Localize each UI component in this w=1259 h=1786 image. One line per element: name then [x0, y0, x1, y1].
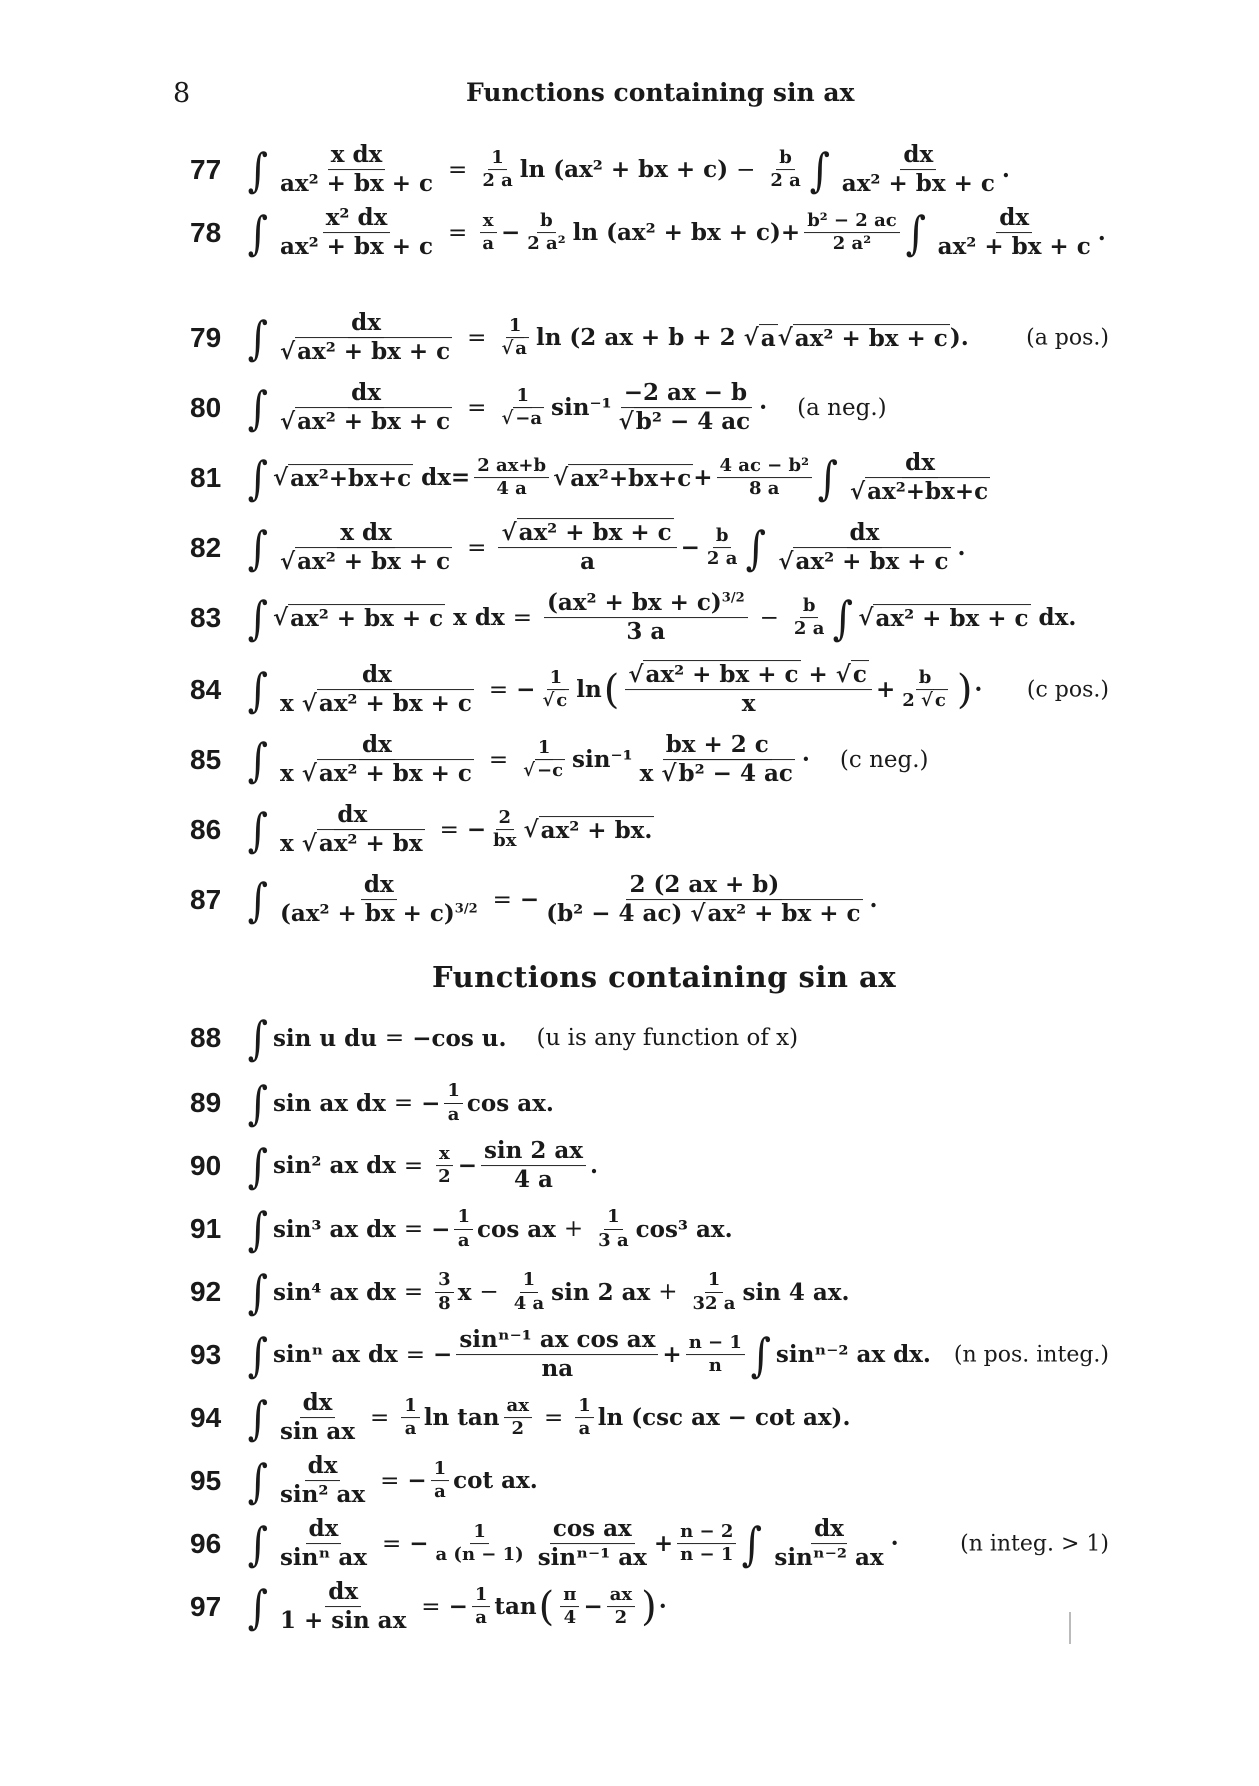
formula-number: 97 — [190, 1591, 222, 1622]
formula-condition: (n integ. > 1) — [960, 1531, 1109, 1557]
formula-expression: ∫ sin² ax dx = $\frac{x}{2}$ − $\frac{\sin 2 ax}{4 a}$ . — [247, 1137, 599, 1194]
formula-number: 96 — [190, 1528, 222, 1559]
formula-expression: ∫ $\frac{dx}{\text{1 + sin ax}}$ = − $\frac{1}{a}$ tan ( $\frac{\pi}{4}$ − $\frac{ax}{2}$ ) · — [247, 1578, 667, 1635]
formula-93 — [190, 1327, 1109, 1383]
formula-92 — [190, 1264, 1109, 1320]
formula-83 — [190, 590, 1109, 646]
formula-expression: ∫ $\frac{\text{x² dx}}{\text{ax² + bx + c}}$ = $\frac{x}{a}$ − $\frac{b}{\text{2 a²}}$ ln (ax² + bx + c)+ $\frac{\text{b² − 2 ac}}{\text{2 a²}}$ ∫ $\frac{dx}{\text{ax² + bx + c}}$ . — [247, 204, 1106, 261]
formula-expression: ∫ sin ax dx = − $\frac{1}{a}$ cos ax. — [247, 1076, 554, 1130]
formula-87 — [190, 872, 1109, 928]
formula-number: 82 — [190, 532, 222, 563]
formula-number: 91 — [190, 1213, 222, 1244]
formula-91 — [190, 1201, 1109, 1257]
page-number: 8 — [173, 78, 191, 109]
formula-81 — [190, 450, 1109, 506]
section-heading: Functions containing sin ax — [432, 960, 897, 994]
formula-85 — [190, 732, 1109, 788]
formula-number: 81 — [190, 462, 222, 493]
formula-77 — [190, 142, 1109, 198]
formula-78 — [190, 205, 1109, 261]
formula-expression: ∫ $\frac{dx}{\text{x √ax² + bx + c}}$ = $\frac{1}{√ -c}$ sin⁻¹ $\frac{bx + 2 c}{\text{x √b² − 4 ac}}$ · (c neg.) — [247, 731, 929, 788]
formula-condition: (n pos. integ.) — [953, 1342, 1109, 1368]
formula-95 — [190, 1453, 1109, 1509]
margin-mark — [1069, 1612, 1071, 1644]
formula-expression: ∫ sinⁿ ax dx = − $\frac{\text{sinⁿ⁻¹ ax cos ax}}{na}$ + $\frac{n - 1}{n}$ ∫ sinⁿ⁻² ax dx. — [247, 1326, 931, 1383]
formula-expression: ∫ $\frac{dx}{\text{sin ax}}$ = $\frac{1}{a}$ ln tan $\frac{ax}{2}$ = $\frac{1}{a}$ ln (csc ax − cot ax). — [247, 1389, 851, 1446]
formula-number: 84 — [190, 674, 222, 705]
formula-number: 94 — [190, 1402, 222, 1433]
formula-number: 78 — [190, 217, 222, 248]
formula-number: 90 — [190, 1150, 222, 1181]
formula-expression: ∫ sin⁴ ax dx = $\frac{3}{8}$ x − $\frac{1}{4 a}$ sin 2 ax + $\frac{1}{32 a}$ sin 4 ax. — [247, 1265, 850, 1319]
formula-expression: ∫ √ ax²+bx+c dx= $\frac{2 ax+b}{4 a}$ √ ax²+bx+c + $\frac{\text{4 ac − b²}}{8 a}$ ∫ $\frac{dx}{\text{√ax²+bx+c}}$ — [247, 449, 989, 506]
formula-expression: ∫ √ ax² + bx + c x dx = $\frac{(ax^2 + bx + c)^{3/2}}{3 a}$ − $\frac{b}{2 a}$ ∫ √ ax² + bx + c dx. — [247, 589, 1077, 646]
formula-94 — [190, 1390, 1109, 1446]
formula-number: 85 — [190, 744, 222, 775]
formula-expression: ∫ $\frac{dx}{\text{sin² ax}}$ = − $\frac{1}{a}$ cot ax. — [247, 1452, 538, 1509]
formula-88 — [190, 1010, 1109, 1066]
formula-number: 79 — [190, 322, 222, 353]
formula-97 — [190, 1579, 1109, 1635]
formula-expression: ∫ $\frac{\text{x dx}}{\text{√ax² + bx + c}}$ = $\frac{\text{√ax² + bx + c}}{a}$ − $\frac{b}{2 a}$ ∫ $\frac{dx}{\text{√ax² + bx + c}}$ . — [247, 519, 966, 576]
formula-number: 88 — [190, 1022, 222, 1053]
formula-expression: ∫ $\frac{dx}{\text{sinⁿ ax}}$ = − $\frac{1}{a (n - 1)}$ $\frac{\text{cos ax}}{\text{sinⁿ⁻¹ ax}}$ + $\frac{n - 2}{n - 1}$ ∫ $\frac{dx}{\text{sinⁿ⁻² ax}}$ · — [247, 1515, 899, 1572]
formula-condition: (a neg.) — [797, 395, 887, 421]
formula-number: 86 — [190, 814, 222, 845]
formula-condition: (a pos.) — [1026, 325, 1109, 351]
formula-number: 93 — [190, 1339, 222, 1370]
formula-79 — [190, 310, 1109, 366]
formula-number: 89 — [190, 1087, 222, 1118]
formula-number: 92 — [190, 1276, 222, 1307]
formula-expression: ∫ sin u du = −cos u. (u is any function of x) — [247, 1011, 799, 1065]
formula-86 — [190, 802, 1109, 858]
formula-number: 87 — [190, 884, 222, 915]
formula-expression: ∫ sin³ ax dx = − $\frac{1}{a}$ cos ax + $\frac{1}{3 a}$ cos³ ax. — [247, 1202, 733, 1256]
formula-89 — [190, 1075, 1109, 1131]
formula-expression: ∫ $\frac{dx}{\text{√ax² + bx + c}}$ = $\frac{1}{√ -a}$ sin⁻¹ $\frac{-2 ax - b}{\text{√b² − 4 ac}}$ · (a neg.) — [247, 379, 887, 436]
formula-expression: ∫ $\frac{dx}{\text{√ax² + bx + c}}$ = $\frac{1}{√ a}$ ln (2 ax + b + 2 √ a √ ax² + bx + c ). — [247, 309, 969, 366]
formula-condition: (c neg.) — [839, 747, 929, 773]
formula-expression: ∫ $\frac{dx}{\text{x √ax² + bx + c}}$ = − $\frac{1}{√ c}$ ln ( $\frac{\text{√ax² + bx + c + √c}}{x}$ + $\frac{b}{2 √ c}$ ) · — [247, 661, 983, 718]
formula-90 — [190, 1138, 1109, 1194]
formula-number: 83 — [190, 602, 222, 633]
formula-condition: (c pos.) — [1026, 677, 1109, 703]
formula-number: 95 — [190, 1465, 222, 1496]
running-head: Functions containing sin ax — [466, 78, 855, 107]
formula-expression: ∫ $\frac{dx}{(ax^2 + bx + c)^{3/2}}$ = − $\frac{2 (2 ax + b)}{\text{(b² − 4 ac) √ax² + bx + c}}$ . — [247, 871, 878, 928]
formula-80 — [190, 380, 1109, 436]
formula-number: 77 — [190, 154, 222, 185]
formula-82 — [190, 520, 1109, 576]
formula-expression: ∫ $\frac{\text{x dx}}{\text{ax² + bx + c}}$ = $\frac{1}{2 a}$ ln (ax² + bx + c) − $\frac{b}{2 a}$ ∫ $\frac{dx}{\text{ax² + bx + c}}$ . — [247, 141, 1010, 198]
formula-number: 80 — [190, 392, 222, 423]
formula-expression: ∫ $\frac{dx}{\text{x √ax² + bx}}$ = − $\frac{2}{bx}$ √ ax² + bx. — [247, 801, 653, 858]
formula-condition: (u is any function of x) — [536, 1025, 799, 1051]
formula-84 — [190, 662, 1109, 718]
formula-96 — [190, 1516, 1109, 1572]
